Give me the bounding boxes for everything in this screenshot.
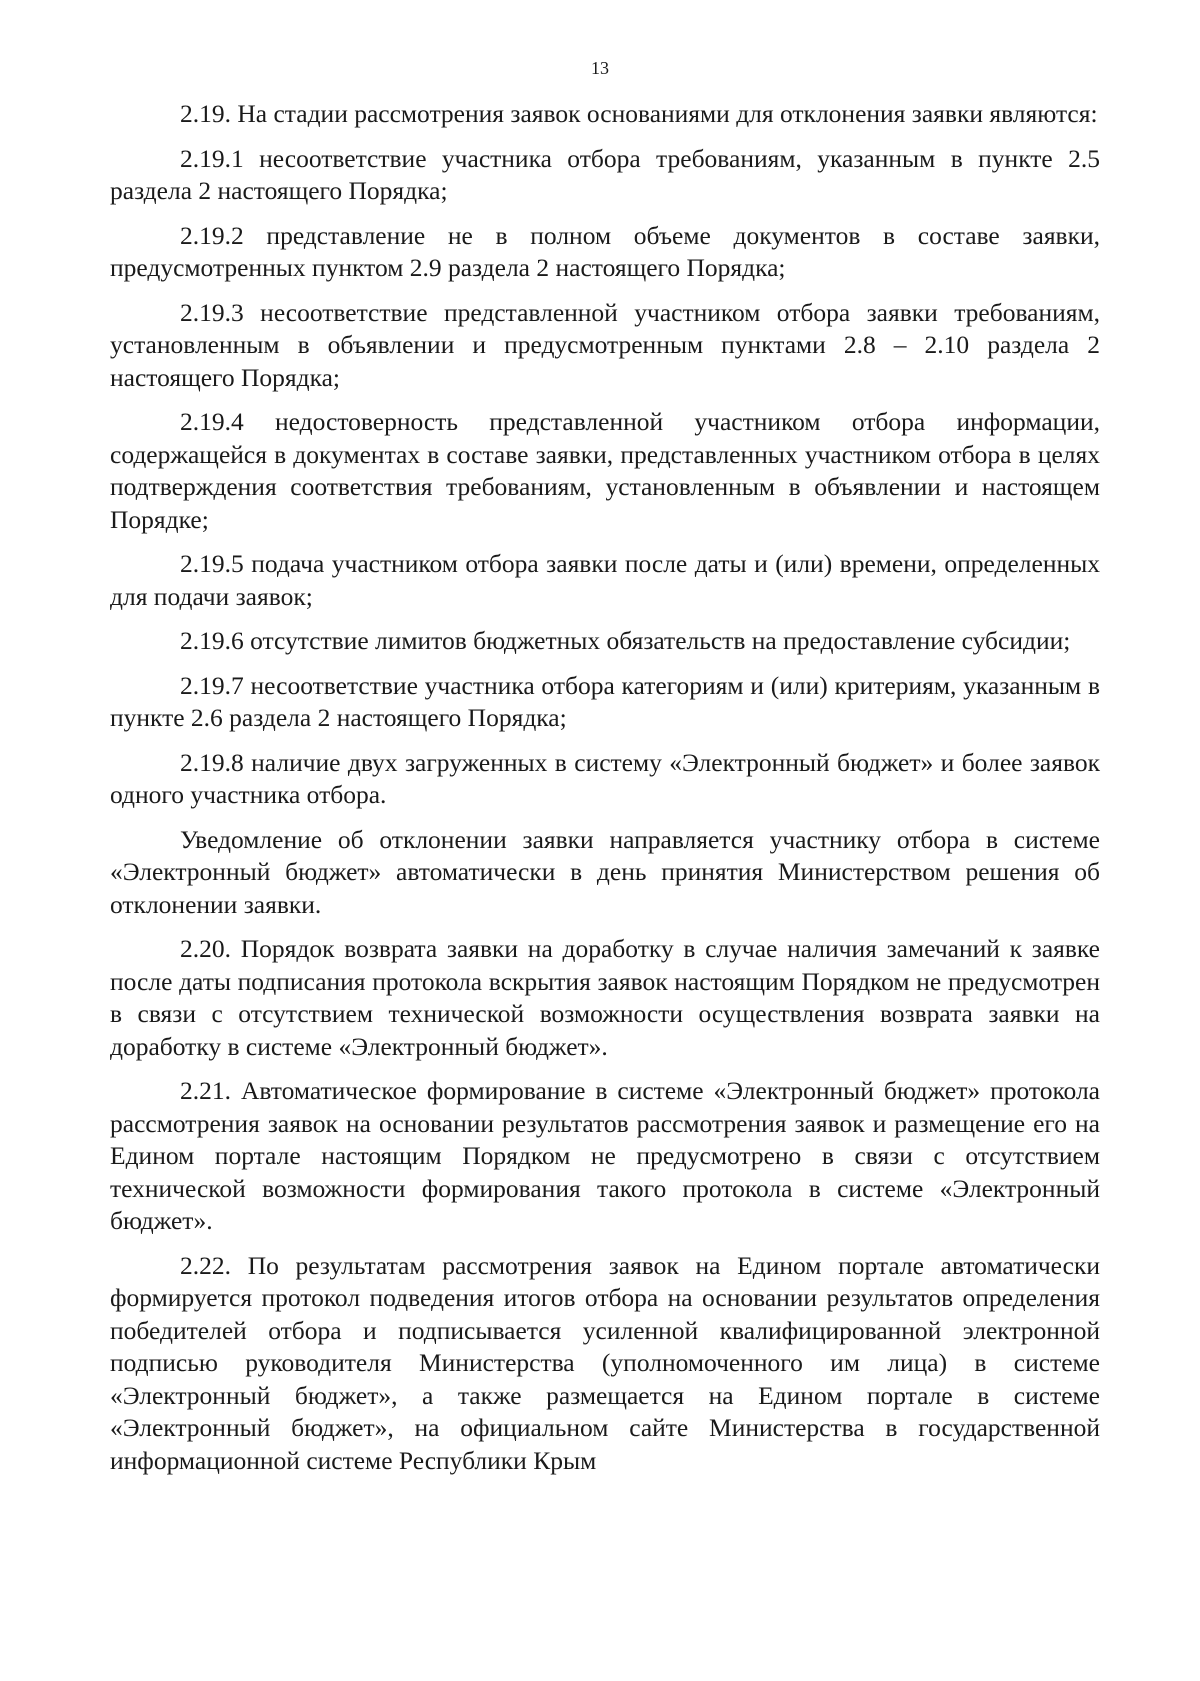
paragraph-2-21: 2.21. Автоматическое формирование в системе «Электронный бюджет» протокола рассмотрения заявок на основании результатов рассмотрения заявок и размещение его на Едином портале настоящим Порядком не предусмотрено в связи с отсутствием технической возможности формирования такого протокола в системе «Электронный бюджет». xyxy=(110,1076,1100,1235)
paragraph-2-19-8: 2.19.8 наличие двух загруженных в систему «Электронный бюджет» и более заявок одного участника отбора. xyxy=(110,747,1100,809)
paragraph-2-19: 2.19. На стадии рассмотрения заявок основаниями для отклонения заявки являются: xyxy=(180,99,1098,128)
paragraph-2-19-7: 2.19.7 несоответствие участника отбора категориям и (или) критериям, указанным в пункте 2.6 раздела 2 настоящего Порядка; xyxy=(110,670,1100,732)
paragraph-2-22: 2.22. По результатам рассмотрения заявок на Едином портале автоматически формируется протокол подведения итогов отбора на основании результатов определения победителей отбора и подписывается усиленной квалифицированной электронной подписью руководителя Министерства (уполномоченного им лица) в системе «Электронный бюджет», а также размещается на Едином портале в системе «Электронный бюджет», на официальном сайте Министерства в государственной информационной системе Республики Крым xyxy=(110,1250,1100,1475)
paragraph-2-19-3: 2.19.3 несоответствие представленной участником отбора заявки требованиям, установленным в объявлении и предусмотренным пунктами 2.8 – 2.10 раздела 2 настоящего Порядка; xyxy=(110,297,1100,392)
paragraph-2-19-6: 2.19.6 отсутствие лимитов бюджетных обязательств на предоставление субсидии; xyxy=(180,626,1071,655)
document-body xyxy=(110,98,1100,1489)
paragraph-2-20: 2.20. Порядок возврата заявки на доработку в случае наличия замечаний к заявке после даты подписания протокола вскрытия заявок настоящим Порядком не предусмотрен в связи с отсутствием технической возможности осуществления возврата заявки на доработку в системе «Электронный бюджет». xyxy=(110,934,1100,1061)
paragraph-2-19-4: 2.19.4 недостоверность представленной участником отбора информации, содержащейся в документах в составе заявки, представленных участником отбора в целях подтверждения соответствия требованиям, установленным в объявлении и настоящем Порядке; xyxy=(110,407,1100,534)
paragraph-2-19-5: 2.19.5 подача участником отбора заявки после даты и (или) времени, определенных для подачи заявок; xyxy=(110,549,1100,611)
page-number: 13 xyxy=(591,58,609,78)
paragraph-rejection-notice: Уведомление об отклонении заявки направляется участнику отбора в системе «Электронный бюджет» автоматически в день принятия Министерством решения об отклонении заявки. xyxy=(110,824,1100,919)
paragraph-2-19-1: 2.19.1 несоответствие участника отбора требованиям, указанным в пункте 2.5 раздела 2 настоящего Порядка; xyxy=(110,143,1100,205)
paragraph-2-19-2: 2.19.2 представление не в полном объеме документов в составе заявки, предусмотренных пунктом 2.9 раздела 2 настоящего Порядка; xyxy=(110,220,1100,282)
